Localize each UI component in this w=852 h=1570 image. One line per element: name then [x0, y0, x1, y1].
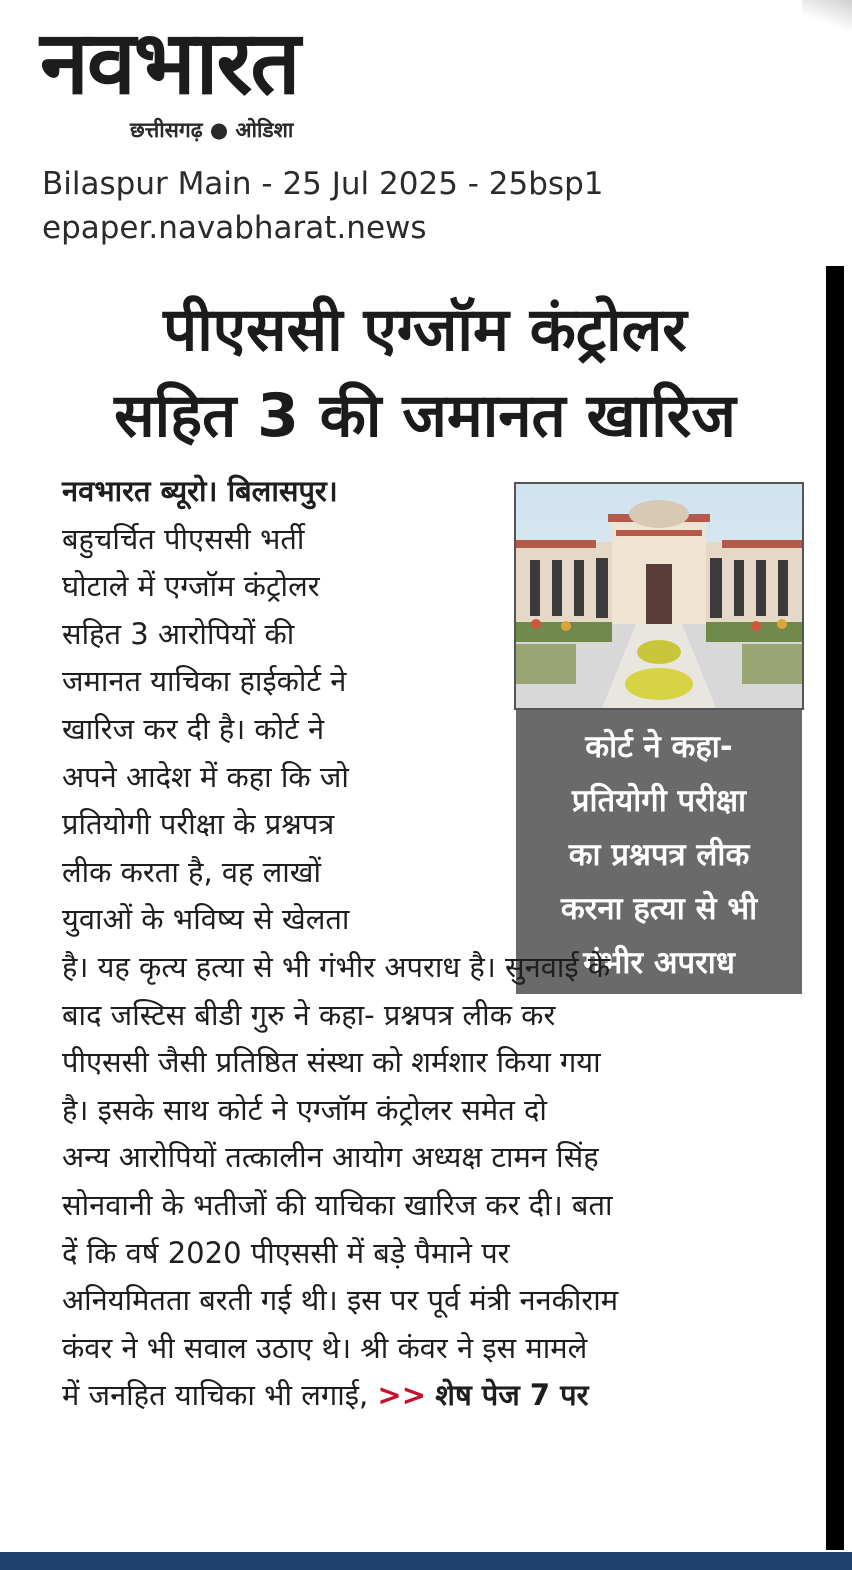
article-line: दें कि वर्ष 2020 पीएससी में बड़े पैमाने पर	[62, 1235, 510, 1270]
article-narrow-column	[62, 468, 476, 944]
headline-line-2: सहित 3 की जमानत खारिज	[114, 381, 736, 451]
pull-quote-line: का प्रश्नपत्र लीक	[568, 837, 750, 873]
article-line: बाद जस्टिस बीडी गुरु ने कहा- प्रश्नपत्र लीक कर	[62, 997, 556, 1032]
edition-info: Bilaspur Main - 25 Jul 2025 - 25bsp1	[42, 166, 604, 202]
pull-quote-line: गंभीर अपराध	[583, 945, 735, 981]
article-line: पीएससी जैसी प्रतिष्ठित संस्था को शर्मशार किया गया	[62, 1045, 601, 1080]
article-line: है। इसके साथ कोर्ट ने एग्जॉम कंट्रोलर समेत दो	[62, 1092, 547, 1127]
pull-quote-line: करना हत्या से भी	[560, 891, 758, 927]
bottom-strip	[0, 1552, 852, 1570]
article-line: अन्य आरोपियों तत्कालीन आयोग अध्यक्ष टामन सिंह	[62, 1140, 599, 1175]
article-dateline: नवभारत ब्यूरो। बिलासपुर।	[62, 474, 338, 508]
masthead-subtitle: छत्तीसगढ़ ● ओडिशा	[130, 118, 294, 142]
page-edge-bar	[826, 266, 844, 1550]
article-line: सोनवानी के भतीजों की याचिका खारिज कर दी। बता	[62, 1187, 613, 1222]
website-url: epaper.navabharat.news	[42, 210, 427, 246]
article-line: है। यह कृत्य हत्या से भी गंभीर अपराध है। सुनवाई के	[62, 949, 611, 984]
pull-quote-line: कोर्ट ने कहा-	[585, 729, 733, 765]
article-line: खारिज कर दी है। कोर्ट ने	[62, 711, 325, 746]
article-body	[62, 468, 802, 1420]
continuation-arrow: >>	[377, 1378, 426, 1413]
article-line: कंवर ने भी सवाल उठाए थे। श्री कंवर ने इस मामले	[62, 1330, 588, 1365]
article-line: जमानत याचिका हाईकोर्ट ने	[62, 664, 347, 699]
article-line: में जनहित याचिका भी लगाई,	[62, 1378, 369, 1413]
newspaper-masthead	[40, 8, 470, 142]
article-line: सहित 3 आरोपियों की	[62, 616, 295, 651]
article-line: अपने आदेश में कहा कि जो	[62, 759, 349, 794]
article-wide-column	[62, 944, 802, 1420]
article-line: लीक करता है, वह लाखों	[62, 854, 322, 889]
article-line: बहुचर्चित पीएससी भर्ती	[62, 521, 305, 556]
article-last-line	[62, 1372, 802, 1420]
article-line: युवाओं के भविष्य से खेलता	[62, 902, 350, 937]
article-line: घोटाले में एग्जॉम कंट्रोलर	[62, 569, 320, 604]
page-corner-shade	[802, 0, 852, 30]
article-line: प्रतियोगी परीक्षा के प्रश्नपत्र	[62, 807, 335, 842]
article-line: अनियमितता बरती गई थी। इस पर पूर्व मंत्री ननकीराम	[62, 1283, 619, 1318]
masthead-title: नवभारत	[40, 11, 299, 114]
headline-line-1: पीएससी एग्जॉम कंट्रोलर	[163, 295, 687, 365]
pull-quote-line: प्रतियोगी परीक्षा	[571, 783, 747, 819]
continuation-link[interactable]: शेष पेज 7 पर	[435, 1378, 589, 1413]
